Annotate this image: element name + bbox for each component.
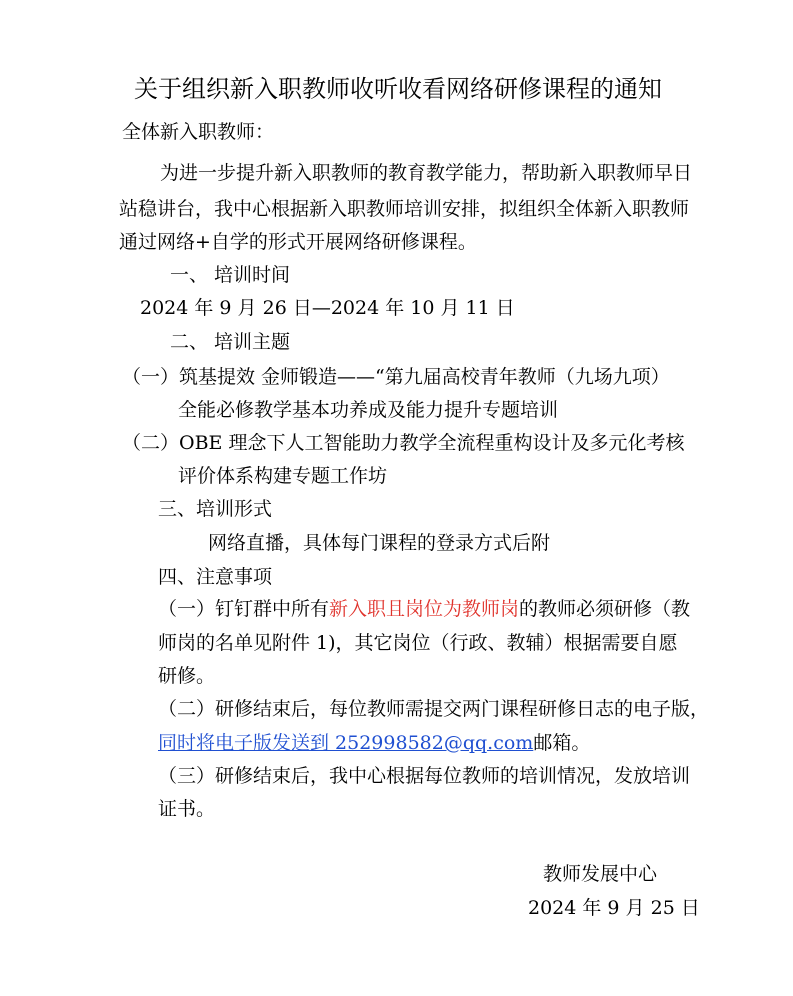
section-4-heading: 四、注意事项: [158, 566, 273, 588]
note-1-line-2: 师岗的名单见附件 1)，其它岗位（行政、教辅）根据需要自愿: [158, 632, 678, 654]
note-1-line-1: [158, 597, 690, 621]
note-3-line-1: （三）研修结束后，我中心根据每位教师的培训情况，发放培训: [158, 765, 691, 787]
note-1-line-3: 研修。: [158, 665, 216, 687]
note-2-suffix: 邮箱。: [533, 732, 591, 754]
document-title: 关于组织新入职教师收听收看网络研修课程的通知: [134, 75, 662, 103]
section-3-heading: 三、培训形式: [158, 498, 273, 520]
note-2-line-2: [158, 731, 590, 755]
topic-1-line-1: （一）筑基提效 金师锻造——“第九届高校青年教师（九场九项）: [122, 366, 670, 388]
note-1-highlight: 新入职且岗位为教师岗: [329, 598, 520, 620]
training-dates: 2024 年 9 月 26 日—2024 年 10 月 11 日: [140, 297, 515, 319]
topic-2-line-2: 评价体系构建专题工作坊: [178, 465, 388, 487]
note-1-prefix: （一）钉钉群中所有: [158, 598, 330, 620]
note-3-line-2: 证书。: [158, 798, 216, 820]
topic-2-line-1: （二）OBE 理念下人工智能助力教学全流程重构设计及多元化考核: [122, 432, 685, 454]
signature-org: 教师发展中心: [543, 863, 658, 885]
note-1-suffix: 的教师必须研修（教: [519, 598, 691, 620]
email-link[interactable]: 同时将电子版发送到 252998582@qq.com: [158, 732, 534, 754]
signature-date: 2024 年 9 月 25 日: [528, 897, 700, 919]
salutation: 全体新入职教师：: [122, 121, 275, 143]
note-2-line-1: （二）研修结束后，每位教师需提交两门课程研修日志的电子版，: [158, 698, 710, 720]
topic-1-line-2: 全能必修教学基本功养成及能力提升专题培训: [178, 399, 559, 421]
intro-line-3: 通过网络+自学的形式开展网络研修课程。: [119, 231, 477, 253]
section-1-heading: 一、 培训时间: [170, 264, 291, 286]
training-format: 网络直播，具体每门课程的登录方式后附: [208, 532, 551, 554]
intro-line-1: 为进一步提升新入职教师的教育教学能力，帮助新入职教师早日: [160, 162, 693, 184]
intro-line-2: 站稳讲台，我中心根据新入职教师培训安排，拟组织全体新入职教师: [119, 198, 690, 220]
section-2-heading: 二、 培训主题: [170, 331, 291, 353]
